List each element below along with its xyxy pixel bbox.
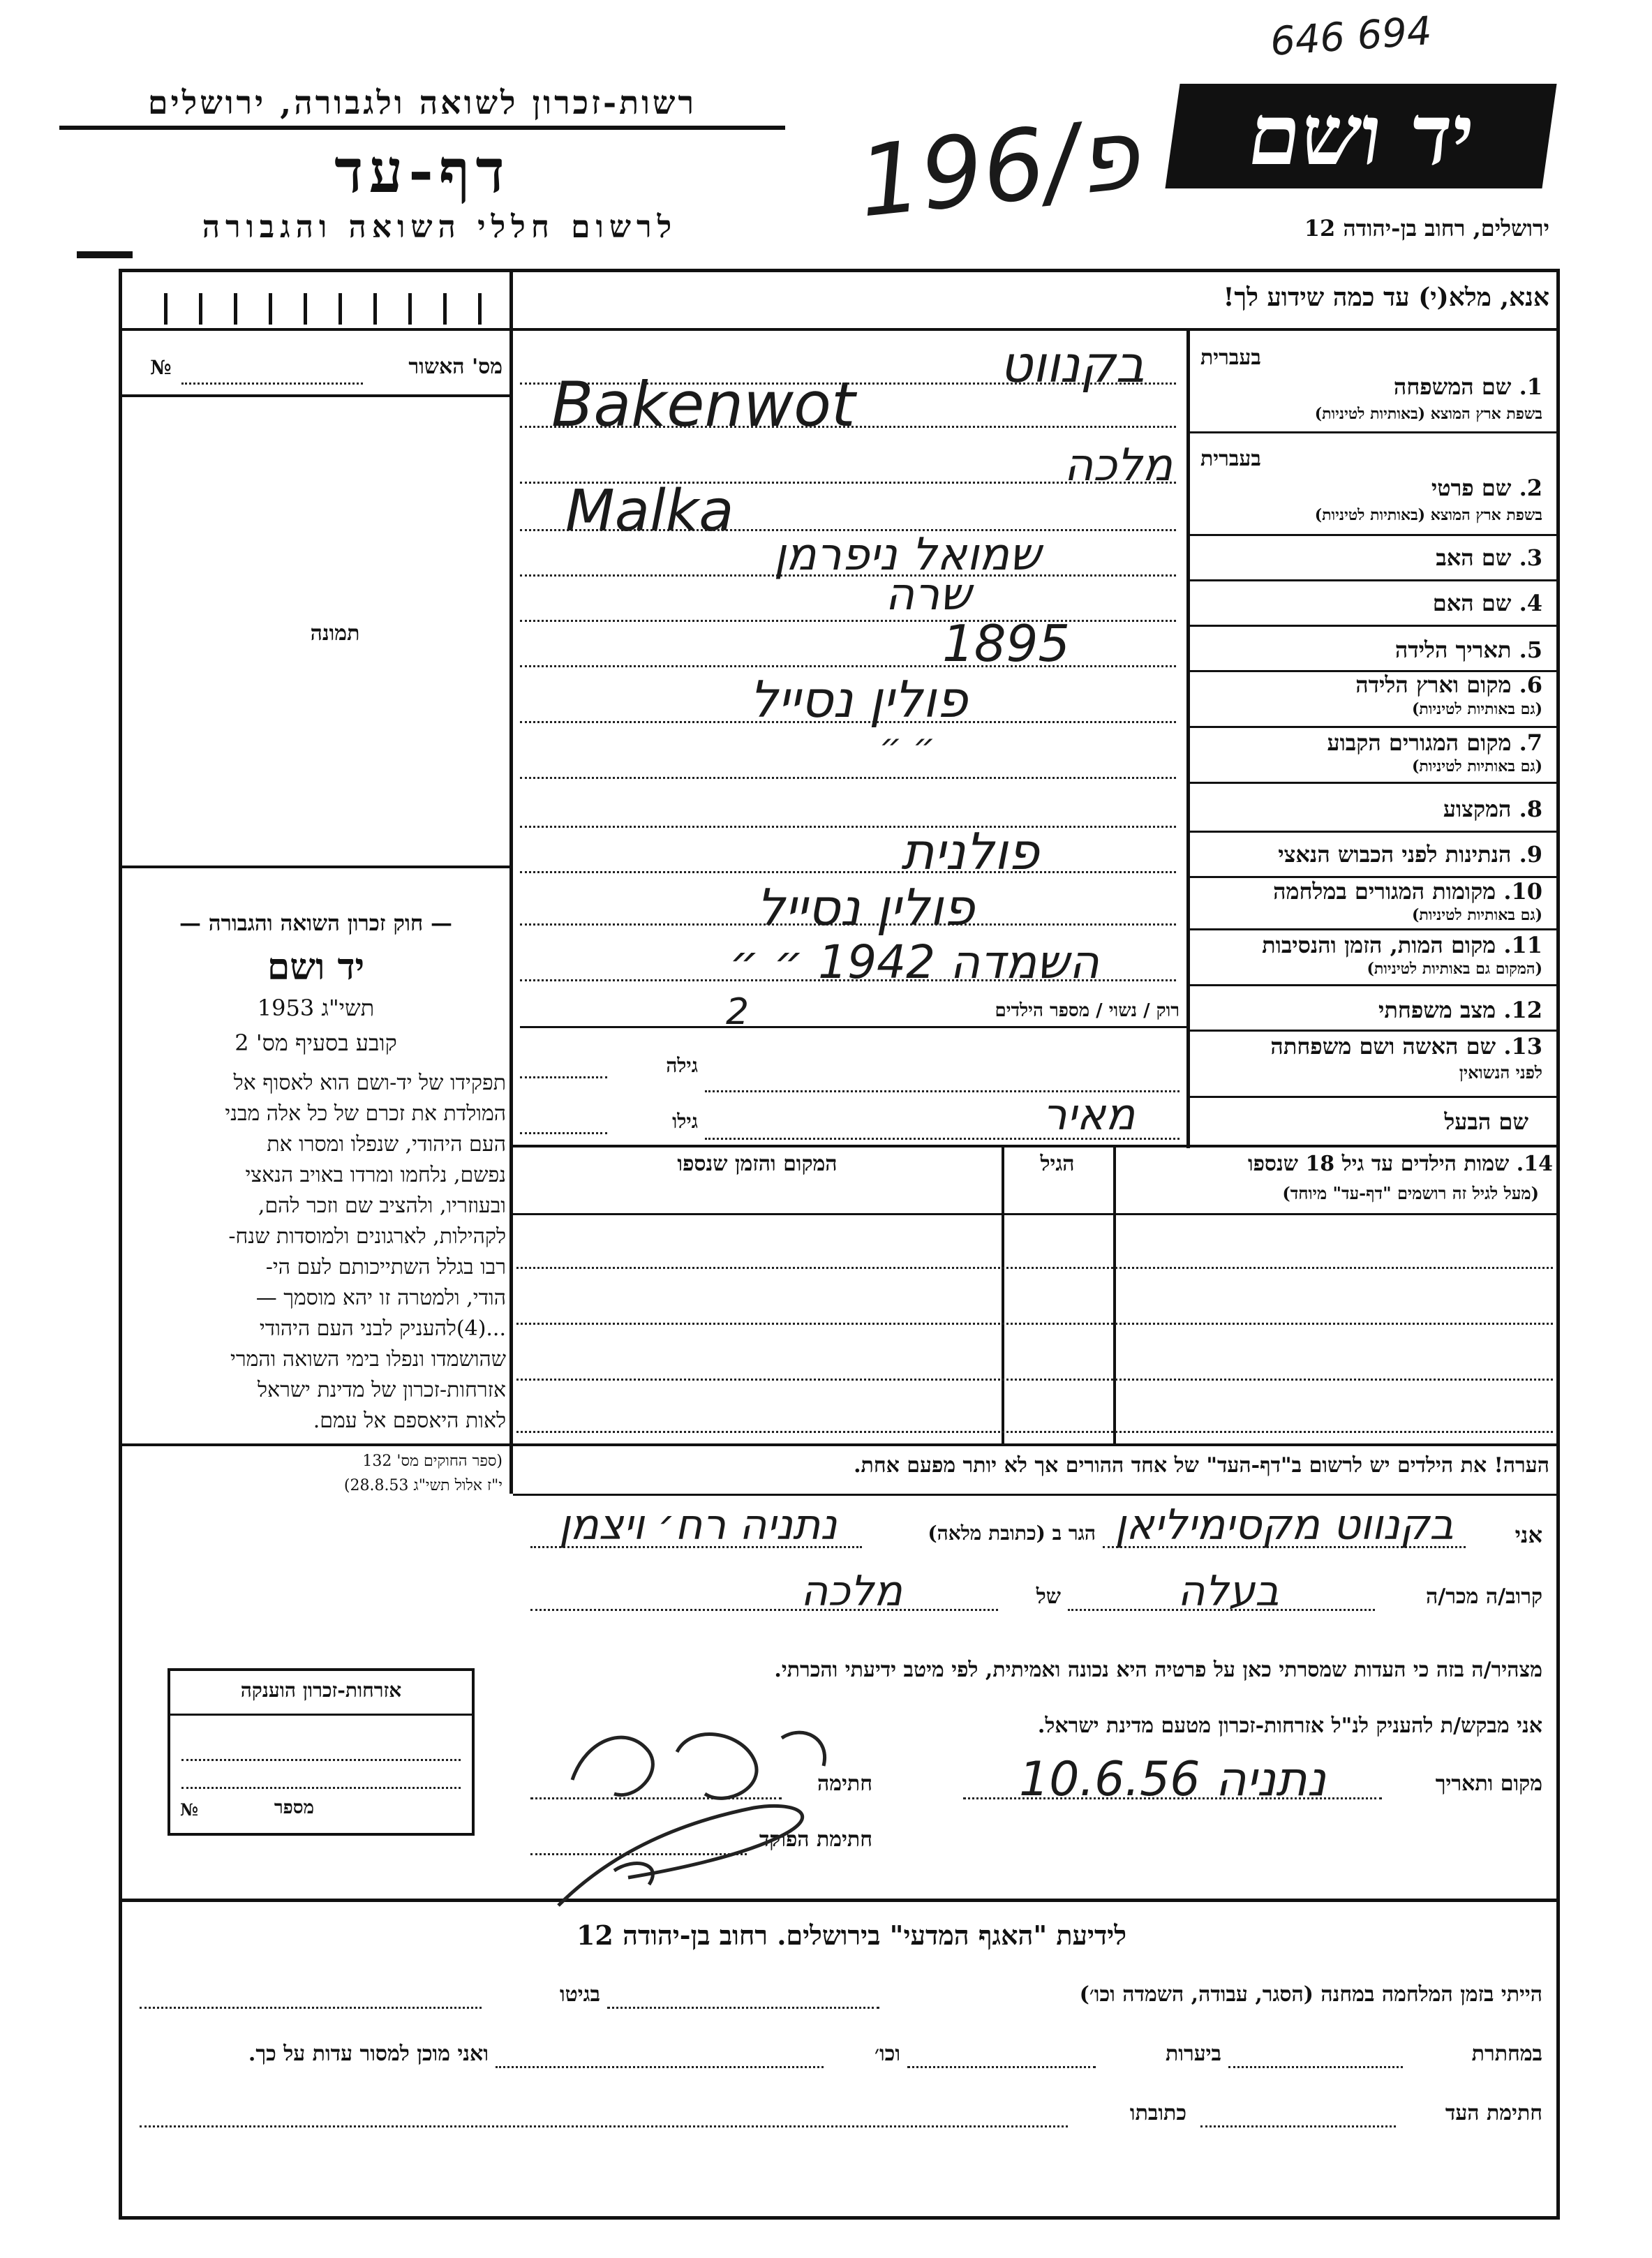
field-12-label (1200, 997, 1542, 1023)
field-8-num: 8. (1519, 796, 1542, 822)
field-1-tag: בעברית (1200, 346, 1261, 370)
row-rule (1186, 928, 1556, 930)
value-marital: 2 (726, 991, 750, 1033)
value-surname-latin: Bakenwot (551, 369, 856, 440)
row-rule (1186, 831, 1556, 833)
decl-place-date-label: מקום ותאריך (1435, 1772, 1542, 1796)
approval-no-label: מס' האשור (408, 355, 503, 379)
photo-label: תמונה (310, 621, 360, 646)
field-6-text: מקום וארץ הלידה (1355, 671, 1512, 698)
law-line: ...(4)להעניק לבני העם היהודי (259, 1316, 506, 1341)
law-line: אזרחות-זכרון של מדינת ישראל (258, 1378, 506, 1402)
label-column-divider (1186, 328, 1190, 1148)
husband-label: שם הבעל (1444, 1108, 1528, 1135)
law-line: ובעוזריו, ולהציב שם וזכר להם, (258, 1194, 506, 1218)
note-label: הערה! (1494, 1453, 1549, 1478)
row-rule (1186, 579, 1556, 581)
law-line: רבו בגלל השתייכותם לעם הי- (265, 1255, 506, 1279)
value-firstname-latin: Malka (565, 478, 734, 544)
value-firstname-hebrew: מלכה (1064, 440, 1173, 491)
approval-no-sign: № (150, 356, 172, 379)
children-header-rule (513, 1213, 1556, 1215)
field-10-num: 10. (1503, 878, 1542, 905)
margin-note: פ/196 (853, 97, 1145, 240)
citizenship-number-label: מספר (274, 1797, 314, 1818)
children-sub: (מעל לגיל זה רושמים "דף-עד" מיוחד) (1282, 1183, 1539, 1203)
handwritten-signature (530, 1696, 879, 1933)
field-3-text: שם האב (1436, 544, 1512, 571)
field-11-sub: (המקום גם באותיות לטיניות) (1367, 960, 1542, 978)
field-2-tag: בעברית (1200, 447, 1261, 471)
law-ref-2: י"ז אלול תשי"ג 28.8.53) (343, 1477, 503, 1494)
decl-request: אני מבקש/ת להעניק לנ"ל אזרחות-זכרון מטעם מדינת ישראל. (1037, 1714, 1542, 1738)
instruction-rule (122, 328, 1556, 331)
field-10-text: מקומות המגורים במלחמה (1273, 878, 1496, 905)
field-8-text: המקצוע (1443, 796, 1512, 822)
row-rule (1186, 431, 1556, 433)
value-nationality: פולנית (901, 822, 1039, 881)
approval-no-field[interactable] (181, 382, 363, 385)
law-line: העם היהודי, שנפלו ומסרו את (267, 1132, 506, 1157)
law-year: תשי"ג 1953 (257, 995, 375, 1021)
field-4-label (1200, 590, 1542, 616)
law-line: נפשם, נלחמו ומרדו באויב הנאצי (245, 1163, 506, 1187)
photo-area[interactable] (126, 398, 508, 859)
value-declarant-address: נתניה רח׳ ויצמן (558, 1501, 838, 1550)
note-rule (513, 1494, 1556, 1496)
citizenship-title: אזרחות-זכרון הוענקה (240, 1679, 402, 1702)
row-rule (1186, 984, 1556, 986)
field-3-num: 3. (1519, 544, 1542, 571)
bottom-line2-end: ואני מוכן למסור עדות על כך. (248, 2042, 489, 2066)
bottom-line2-c: וכו׳ (875, 2042, 900, 2066)
row-rule (1186, 534, 1556, 536)
age-field-wife[interactable] (520, 1076, 607, 1078)
value-death: השמדה 1942 ״ ״ (729, 935, 1099, 989)
logo-text: יד ושם (1242, 86, 1480, 184)
child-row-line[interactable] (516, 1431, 1553, 1433)
bottom-line2-a: במחתרת (1471, 2042, 1542, 2066)
bottom-line2-b: ביערות (1165, 2042, 1221, 2066)
field-9-text: הנתינות לפני הכבוש הנאצי (1278, 841, 1512, 868)
citizenship-line (181, 1787, 461, 1789)
value-husband: מאיר (1042, 1089, 1136, 1140)
field-1-num: 1. (1519, 373, 1542, 400)
field-2-sub: בשפת ארץ המוצא (באותיות לטיניות) (1314, 506, 1542, 524)
field-1-text: שם המשפחה (1393, 373, 1512, 400)
field-7-sub: (גם באותיות לטיניות) (1411, 757, 1542, 775)
field-10-sub: (גם באותיות לטיניות) (1411, 906, 1542, 924)
bottom-header: לידיעת "האגף המדעי" בירושלים. רחוב בן-יהודה 12 (576, 1919, 1127, 1951)
field-2-label (1200, 475, 1542, 501)
field-11-text: מקום המות, הזמן והנסיבות (1262, 932, 1496, 958)
value-residence: ״ ״ (879, 726, 936, 766)
age-label-husband: גילו (672, 1110, 698, 1133)
law-name: יד ושם (267, 946, 365, 988)
field-13-num: 13. (1503, 1033, 1542, 1060)
children-col-div (1113, 1145, 1116, 1445)
bottom-etc-field[interactable] (496, 2066, 824, 2068)
bottom-forests-field[interactable] (907, 2066, 1096, 2068)
field-12-num: 12. (1503, 997, 1542, 1023)
law-section: קובע בסעיף מס' 2 (235, 1030, 397, 1056)
decl-address-label: הגר ב (כתובת מלאה) (928, 1522, 1096, 1545)
children-num: 14. (1516, 1152, 1553, 1176)
value-mother: שרה (885, 569, 972, 621)
law-line: לקהילות, לארגונים ולמוסדות שנח- (228, 1224, 506, 1249)
children-top-rule (513, 1145, 1556, 1147)
value-wartime-residence: פולין נסייל (756, 878, 975, 937)
authority-name: רשות-זכרון לשואה ולגבורה, ירושלים (147, 84, 697, 121)
bottom-witness-sig-field[interactable] (1200, 2125, 1396, 2127)
value-relation: בעלה (1177, 1567, 1279, 1616)
page-title: דף-עד (334, 136, 510, 207)
field-2-text: שם פרטי (1431, 475, 1512, 501)
field-7-text: מקום המגורים הקבוע (1327, 729, 1512, 756)
decl-relative-label: קרוב/ה מכר/ה (1426, 1584, 1542, 1609)
field-9-num: 9. (1519, 841, 1542, 868)
left-column-divider (509, 269, 513, 1445)
age-label-wife: גילה (666, 1054, 698, 1077)
child-row-line[interactable] (516, 1323, 1553, 1325)
archive-number: 646 694 (1269, 8, 1434, 65)
value-place-date: נתניה 10.6.56 (1019, 1752, 1326, 1807)
child-row-line[interactable] (516, 1379, 1553, 1381)
bottom-line1-label: הייתי בזמן המלחמה במחנה (הסגר, עבודה, השמדה וכו׳) (1079, 1982, 1542, 2007)
yad-vashem-logo (1165, 84, 1556, 188)
bottom-camp-field[interactable] (607, 2007, 879, 2009)
value-surname-hebrew: בקנווט (999, 335, 1145, 394)
bottom-line3-b: כתובתו (1129, 2101, 1186, 2125)
law-body (126, 1068, 506, 1436)
field-2-num: 2. (1519, 475, 1542, 501)
citizenship-number-sign: № (180, 1799, 199, 1820)
field-11-label (1190, 932, 1542, 958)
subtitle-rule (77, 251, 133, 258)
field-7-num: 7. (1519, 729, 1542, 756)
field-1-sub: בשפת ארץ המוצא (באותיות לטיניות) (1314, 405, 1542, 423)
field-10-label (1190, 878, 1542, 905)
id-boxes (150, 293, 506, 325)
note-text: את הילדים יש לרשום ב"דף-העד" של אחד ההורים אך לא יותר מפעם אחת. (854, 1453, 1487, 1478)
law-line: הודי, ולמטרה זו יהא מוסמך — (255, 1286, 506, 1310)
law-line: תפקידו של יד-ושם הוא לאסוף אל (233, 1071, 506, 1095)
decl-official-sig-label: חתימת הפוקד (759, 1827, 872, 1852)
photo-bottom-rule (122, 866, 512, 868)
instruction: אנא, מלא(י) עד כמה שידוע לך! (1223, 283, 1549, 312)
law-line: לאות היאספם אל עמם. (313, 1409, 506, 1433)
note-left-div (509, 1445, 513, 1494)
field-6-sub: (גם באותיות לטיניות) (1411, 700, 1542, 718)
children-label (1120, 1152, 1553, 1176)
field-8-label (1200, 796, 1542, 822)
children-text: שמות הילדים עד גיל 18 שנספו (1247, 1152, 1510, 1176)
bottom-line1-end: בגיטו (559, 1982, 600, 2007)
decl-signature-label: חתימה (817, 1772, 872, 1796)
row-rule (1186, 1030, 1556, 1032)
children-col-div (1002, 1145, 1004, 1445)
field-11-num: 11. (1503, 932, 1542, 958)
row-rule (1186, 782, 1556, 784)
page-subtitle: לרשום חללי השואה והגבורה (202, 209, 678, 245)
value-birthplace: פולין נסייל (749, 670, 968, 729)
value-birthdate: 1895 (942, 614, 1071, 673)
row-rule (520, 1026, 1186, 1028)
field-6-num: 6. (1519, 671, 1542, 698)
address: ירושלים, רחוב בן-יהודה 12 (1304, 215, 1549, 242)
value-line (520, 777, 1176, 779)
marital-options: רוק / נשוי / מספר הילדים (995, 1000, 1180, 1021)
decl-of-label: של (1036, 1584, 1061, 1609)
decl-certify: מצהיר/ה בזה כי העדות שמסרתי כאן על פרטיה היא נכונה ואמיתית, לפי מיטב ידיעתי והכרתי. (774, 1658, 1542, 1682)
field-13-sub: לפני הנשואין (1459, 1062, 1542, 1083)
row-rule (1186, 1096, 1556, 1098)
value-of: מלכה (801, 1567, 902, 1616)
field-1-label (1200, 373, 1542, 400)
approval-rule (122, 394, 512, 397)
field-5-text: תאריך הלידה (1394, 637, 1512, 663)
children-col-age: הגיל (1040, 1152, 1075, 1176)
value-declarant: בקנווט מקסימיליאן (1115, 1501, 1454, 1550)
field-9-label (1190, 841, 1542, 868)
children-col-place: המקום והזמן שנספו (677, 1152, 838, 1176)
note (523, 1453, 1549, 1478)
row-rule (1186, 625, 1556, 627)
field-6-label (1200, 671, 1542, 698)
decl-i-label: אני (1515, 1522, 1542, 1548)
law-ref-1: (ספר החוקים מס' 132 (362, 1453, 503, 1470)
law-line: שהושמדו ונפלו בימי השואה והמרי (230, 1347, 506, 1372)
bottom-witness-address-field[interactable] (140, 2125, 1068, 2127)
field-13-label (1190, 1033, 1542, 1060)
bottom-line3-a: חתימת העד (1445, 2101, 1542, 2125)
bottom-underground-field[interactable] (1228, 2066, 1403, 2068)
row-rule (1186, 726, 1556, 728)
field-5-num: 5. (1519, 637, 1542, 663)
children-bottom-rule (122, 1443, 1556, 1446)
child-row-line[interactable] (516, 1267, 1553, 1269)
field-13-text: שם האשה ושם משפחתה (1270, 1033, 1496, 1060)
age-field-husband[interactable] (520, 1132, 607, 1134)
law-line: המולדת את זכרם של כל אלה מבני (225, 1101, 506, 1126)
field-3-label (1200, 544, 1542, 571)
field-5-label (1200, 637, 1542, 663)
header-rule (59, 126, 785, 130)
field-7-label (1200, 729, 1542, 756)
bottom-ghetto-field[interactable] (140, 2007, 482, 2009)
value-line (520, 665, 1176, 667)
field-4-num: 4. (1519, 590, 1542, 616)
citizenship-line (181, 1759, 461, 1761)
field-4-text: שם האם (1432, 590, 1512, 616)
citizenship-title-rule (169, 1714, 473, 1716)
field-12-text: מצב משפחתי (1378, 997, 1496, 1023)
value-father: שמואל ניפרמן (773, 529, 1041, 581)
law-title: — חוק זכרון השואה והגבורה — (179, 911, 453, 936)
